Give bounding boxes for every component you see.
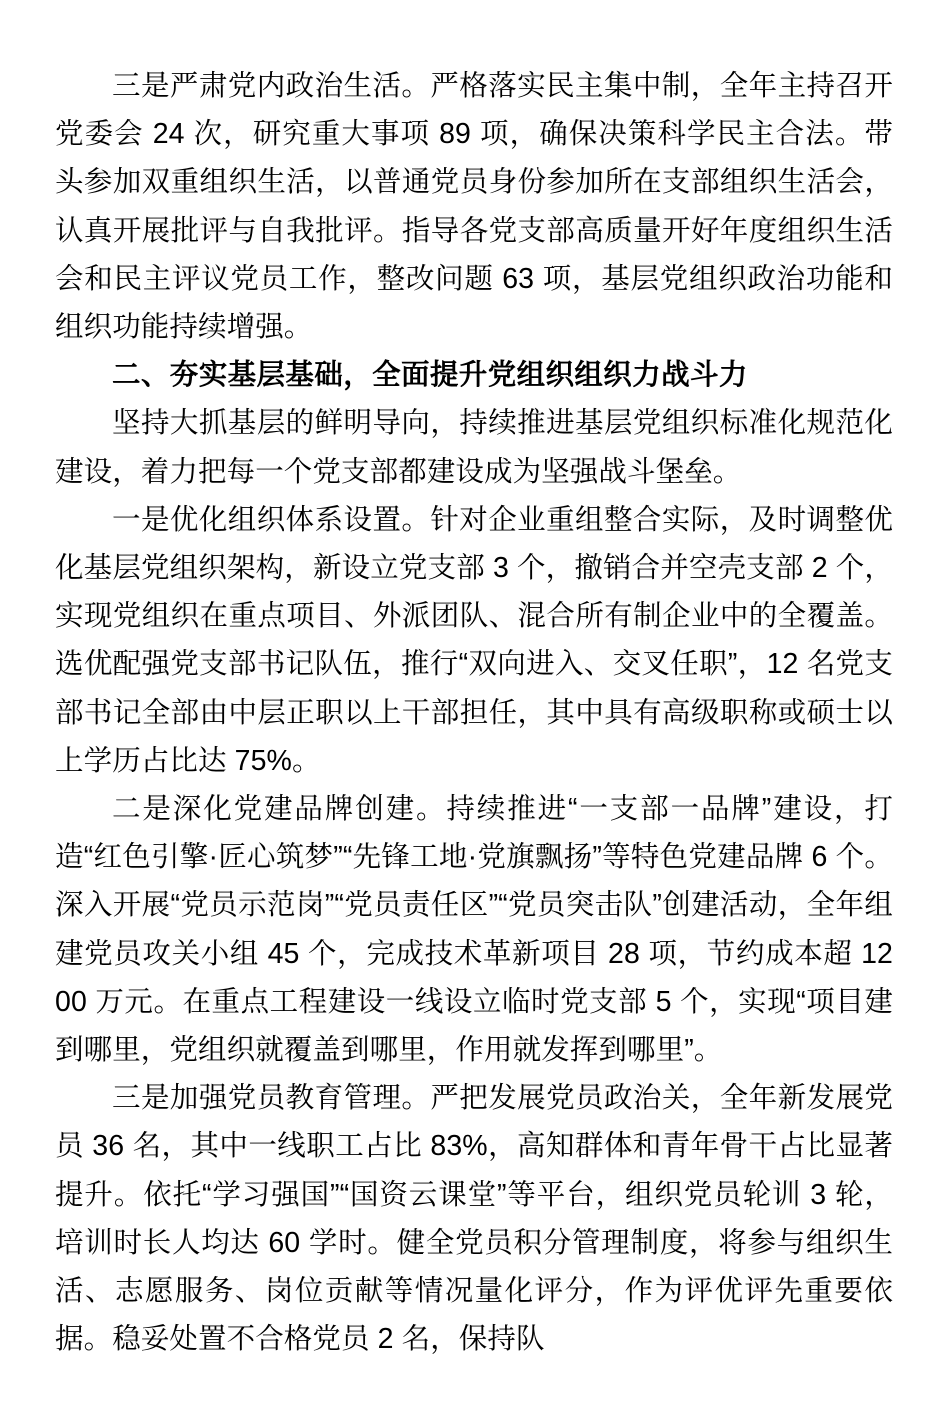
paragraph-deepen-party-building-brand: 二是深化党建品牌创建。持续推进“一支部一品牌”建设，打造“红色引擎·匠心筑梦”“先锋工地·党旗飘扬”等特色党建品牌 6 个。深入开展“党员示范岗”“党员责任区”“党员突击队”创建活动，全年组建党员攻关小组 45 个，完成技术革新项目 28 项，节约成本超 1200 万元。在重点工程建设一线设立临时党支部 5 个，实现“项目建到哪里，党组织就覆盖到哪里，作用就发挥到哪里”。 — [55, 793, 893, 1067]
paragraph-optimize-organizational-system: 一是优化组织体系设置。针对企业重组整合实际，及时调整优化基层党组织架构，新设立党支部 3 个，撤销合并空壳支部 2 个，实现党组织在重点项目、外派团队、混合所有制企业中的全覆盖。选优配强党支部书记队伍，推行“双向进入、交叉任职”，12 名党支部书记全部由中层正职以上干部担任，其中具有高级职称或硕士以上学历占比达 75%。 — [55, 503, 893, 777]
paragraph-strengthen-party-member-education: 三是加强党员教育管理。严把发展党员政治关，全年新发展党员 36 名，其中一线职工占比 83%，高知群体和青年骨干占比显著提升。依托“学习强国”“国资云课堂”等平台，组织党员轮训 3 轮，培训时长人均达 60 学时。健全党员积分管理制度，将参与组织生活、志愿服务、岗位贡献等情况量化评分，作为评优评先重要依据。稳妥处置不合格党员 2 名，保持队 — [55, 1082, 893, 1356]
section-heading-two: 二、夯实基层基础，全面提升党组织组织力战斗力 — [112, 359, 748, 392]
paragraph-grassroots-orientation: 坚持大抓基层的鲜明导向，持续推进基层党组织标准化规范化建设，着力把每一个党支部都建设成为坚强战斗堡垒。 — [55, 407, 893, 488]
page-bottom-margin — [55, 1363, 893, 1403]
document-body — [55, 62, 893, 1403]
paragraph-strict-inner-party-political-life: 三是严肃党内政治生活。严格落实民主集中制，全年主持召开党委会 24 次，研究重大事项 89 项，确保决策科学民主合法。带头参加双重组织生活，以普通党员身份参加所在支部组织生活会，认真开展批评与自我批评。指导各党支部高质量开好年度组织生活会和民主评议党员工作，整改问题 63 项，基层党组织政治功能和组织功能持续增强。 — [55, 70, 893, 344]
